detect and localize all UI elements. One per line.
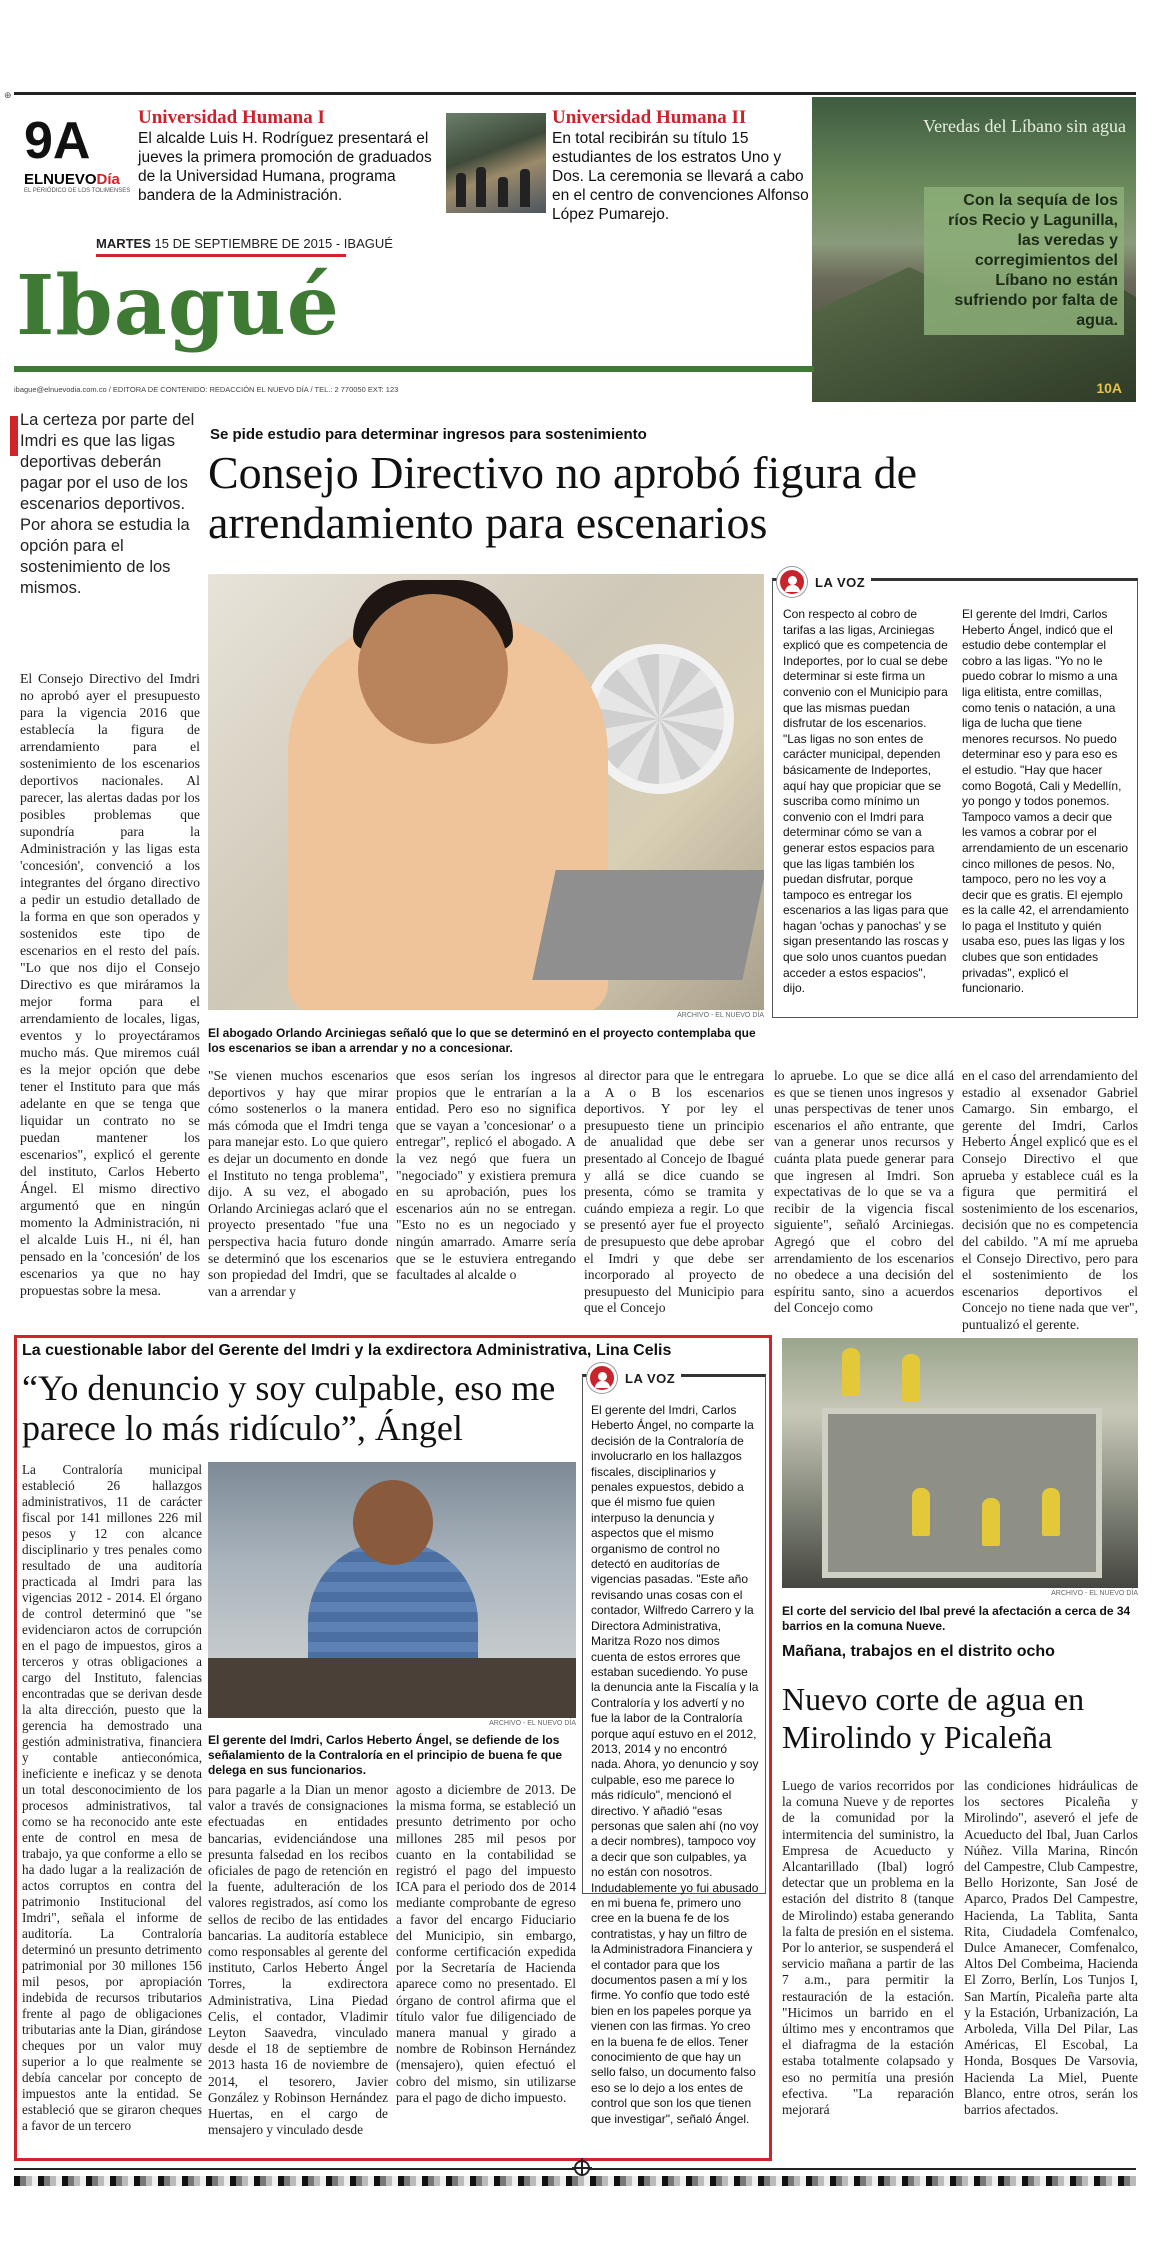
teaser-universidad-humana-2[interactable] <box>552 107 817 224</box>
editorial-credits: ibague@elnuevodia.com.co / EDITORA DE CONTENIDO: REDACCIÓN EL NUEVO DÍA / TEL.: 2 770050 EXT: 123 <box>14 385 399 394</box>
photo-orlando-arciniegas <box>208 574 764 1010</box>
article-body-column: al director para que le entregara a A o B los escenarios deportivos. Y por ley el presupuesto tiene un principio de anualidad que debe ser presentado al Concejo de Ibagué y allá se dice cuando se presenta, cómo se tramita y cuándo empieza a regir. Lo que se presentó ayer fue el proyecto de presupuesto que debe aprobar el Imdri y que debe ser incorporado al proyecto de presupuesto del Municipio para que el Concejo <box>584 1068 764 1316</box>
photo-credit: ARCHIVO - EL NUEVO DÍA <box>1051 1590 1138 1597</box>
la-voz-text: Con respecto al cobro de tarifas a las ligas, Arciniegas explicó que es competencia de Indeportes, por lo cual se debe determinar si este firma un convenio con el Municipio para que las mismas puedan disfrutar de los escenarios. "Las ligas no son entes de carácter municipal, dependen básicamente de Indeportes, aquí hay que propiciar que se suscriba como mínimo un convenio con el Imdri para determinar cómo se van a generar estos espacios para que las ligas también los puedan disfrutar, porque tampoco es entregar los escenarios a las ligas para que hagan 'ochas y panochas' y se sigan presentando las roscas y que solo unos cuantos puedan acceder a estos espacios", dijo. <box>783 607 949 996</box>
photo-credit: ARCHIVO - EL NUEVO DÍA <box>677 1012 764 1019</box>
article-body-column: las condiciones hidráulicas de los sectores Picaleña y Mirolindo", aseveró el jefe de Acueducto del Ibal, Juan Carlos Núñez. Villa Marina, Rincón del Campestre, Club Campestre, Bello Horizonte, San José de Aparco, Prados Del Campestre, Hacienda, La Tablita, Santa Rita, Ciudadela Comfenalco, Dulce Amanecer, Comfenalco, Altos Del Combeima, Hacienda El Zorro, Berlín, Los Tunjos I, San Martín, Picaleña parte alta y la Estación, Urbanización, La Arboleda, Villa Del Pilar, Las Américas, El Escobal, La Honda, Bosques De Varsovia, Hacienda La Miel, Puente Blanco, entre otros, serán los barrios afectados. <box>964 1778 1138 2118</box>
article-body-column: Luego de varios recorridos por la comuna Nueve y de reportes de la comunidad por la intermitencia del suministro, la Empresa de Acueducto y Alcantarillado (Ibal) logró detectar que un problema en la estación del distrito 8 (tanque de Mirolindo) estaba generando la falta de presión en el sistema. Por lo anterior, se suspenderá el servicio mañana a partir de las 7 a.m., para permitir la restauración de la estación. "Hicimos un barrido en el último mes y encontramos que el diafragma de la estación estaba totalmente colapsado y eso no permitía una presión efectiva. "La reparación mejorará <box>782 1778 954 2118</box>
la-voz-text: El gerente del Imdri, Carlos Heberto Ángel, indicó que el estudio debe contemplar el cobro a las ligas. "Yo no le puedo cobrar lo mismo a una liga elitista, entre comillas, como tenis o natación, a una liga de lucha que tiene menores recursos. No puedo determinar eso y para eso es el estudio. "Hay que hacer como Bogotá, Cali y Medellín, yo pongo y todos ponemos. Tampoco vamos a decir que les vamos a cobrar por el arrendamiento de un escenario cinco millones de pesos. No, tampoco, pero no les voy a decir que es gratis. El ejemplo es la calle 42, el arrendamiento lo paga el Instituto y quién usaba eso, pues las ligas y los clubes que son entidades privadas", explicó el funcionario. <box>962 607 1129 996</box>
teaser-title: Universidad Humana I <box>138 107 325 128</box>
la-voz-box <box>772 574 1138 1018</box>
article-body-column: que esos serían los ingresos propios que le entrarían a la entidad. Pero eso no significa que se vayan a 'concesionar' o a entregar", replicó el abogado. A la vez negó que fuera un "negociado" y existiera premura en su aprobación, pues los escenarios aún no se entregan. "Esto no es un negociado y ningún amarrado. Amarre sería que se le estuviera entregando facultades al alcalde o <box>396 1068 576 1283</box>
third-kicker: Mañana, trabajos en el distrito ocho <box>782 1643 1055 1660</box>
dateline: MARTES 15 DE SEPTIEMBRE DE 2015 - IBAGUÉ <box>96 236 393 251</box>
photo-caption: El abogado Orlando Arciniegas señaló que lo que se determinó en el proyecto contemplaba que los escenarios se iban a arrendar y no a concesionar. <box>208 1026 756 1055</box>
article-body-column: agosto a diciembre de 2013. De la misma forma, se estableció un presunto detrimento por ocho millones 285 mil pesos por cuanto en la contabilidad se registró el pago del impuesto ICA para el periodo dos de 2014 mediante comprobante de egreso a favor del encargo Fiduciario del Municipio, sin embargo, conforme certificación expedida por la Secretaría de Hacienda aparece como no presentado. El órgano de control afirma que el título valor fue diligenciado de manera manual y girado a nombre de Robinson Hernández (mensajero), quien efectuó el cobro del mismo, sin utilizarse para el pago de dicho impuesto. <box>396 1782 576 2105</box>
article-body-column: lo apruebe. Lo que se dice allá es que se tienen unos ingresos y unas perspectivas de tener unos escenarios el año entrante, que van a generar unos recursos y cuánta plata puede generar para que ingresen al Imdri. Son expectativas de lo que se va a recibir de la vigencia fiscal siguiente", señaló Arciniegas. Agregó que el cobro del arrendamiento de los escenarios no obedece a una decisión del espíritu santo, sino a acuerdos del Concejo como <box>774 1068 954 1316</box>
teaser-text: El alcalde Luis H. Rodríguez presentará el jueves la primera promoción de graduados de la Universidad Humana, programa bandera de la Administración. <box>138 130 432 204</box>
article-body-column: "Se vienen muchos escenarios deportivos y hay que mirar cómo sostenerlos o la manera más cómoda que el Imdri tenga para manejar esto. Lo que quiero es dejar un documento en donde el Instituto no tenga problema", dijo. A su vez, el abogado Orlando Arciniegas aclaró que el proyecto presentado "fue una perspectiva hacia futuro donde se determinó que los escenarios son propiedad del Imdri, que se van a arrendar y <box>208 1068 388 1299</box>
page-number: 9A <box>24 112 91 170</box>
photo-carlos-heberto-angel <box>208 1462 576 1718</box>
la-voz-label: LA VOZ <box>815 574 866 590</box>
speaker-icon <box>587 1363 617 1393</box>
promo-text: Con la sequía de los ríos Recio y Lagunilla, las veredas y corregimientos del Líbano no están sufriendo por falta de agua. <box>924 187 1124 335</box>
photo-water-station <box>782 1338 1138 1588</box>
registration-crosshair-icon <box>574 2160 590 2176</box>
main-kicker: Se pide estudio para determinar ingresos para sostenimiento <box>210 426 647 443</box>
page-number-block <box>24 112 134 194</box>
speaker-icon <box>777 567 807 597</box>
article-body-column: La Contraloría municipal estableció 26 hallazgos administrativos, 11 de carácter fiscal por 141 millones 226 mil pesos y 12 con alcance disciplinario y tres penales como resultado de una auditoría practicada al Imdri para las vigencias 2012 - 2014. El órgano de control determinó que "se evidenciaron actos de corrupción en el pago de impuestos, giros a terceros y otras obligaciones a cargo del Instituto, falencias encontradas que se derivan desde la alta dirección, puesto que la gerencia ha demostrado una gestión administrativa, financiera y contable antieconómica, ineficiente e ineficaz y se denota un total desconocimiento de los procesos administrativos, tal como se ha reconocido ante este ente de control en mesa de trabajo, ya que conforme a ello se ha dado lugar a la realización de actos corruptos en contra del patrimonio Institucional del Imdri", señala el informe de auditoría. La Contraloría determinó un presunto detrimento patrimonial por 30 millones 156 mil pesos, por apropiación indebida de recursos tributarios frente al pago de obligaciones tributarias ante la Dian, girándose cheques por un valor muy superior a lo que realmente se debía cancelar por concepto de impuestos ante la entidad. Se estableció que se giraron cheques a favor de un tercero <box>22 1462 202 2133</box>
photo-caption: El corte del servicio del Ibal prevé la afectación a cerca de 34 barrios en la comuna Nueve. <box>782 1604 1131 1633</box>
brand-slogan: EL PERIÓDICO DE LOS TOLIMENSES <box>24 188 131 194</box>
registration-marks: ⊕ <box>4 90 12 100</box>
teaser-title: Universidad Humana II <box>552 107 747 128</box>
print-color-bar <box>14 2176 1136 2186</box>
promo-title: Veredas del Líbano sin agua <box>923 116 1126 136</box>
brand-logo: ELNUEVODía <box>24 171 120 188</box>
article-body-column: para pagarle a la Dian un menor valor a través de consignaciones efectuadas en entidades bancarias, evidenciándose una presunta falsedad en los recibos oficiales de pago de retención en la fuente, adulteración de los valores registrados, así como los sellos de recibo de las entidades bancarias. La auditoría establece como responsables al gerente del instituto, Carlos Heberto Ángel Torres, la exdirectora Administrativa, Lina Piedad Celis, el contador, Vladimir Leyton Saavedra, vinculado desde el 18 de septiembre de 2013 hasta 16 de noviembre de 2014, el tesorero, Javier González y Robinson Hernández Huertas, en el cargo de mensajero y vinculado desde <box>208 1782 388 2138</box>
article-body-column: El Consejo Directivo del Imdri no aprobó ayer el presupuesto para la vigencia 2016 que establecía la figura de arrendamiento para el sostenimiento de los escenarios deportivos nacionales. Al parecer, las alertas dadas por los posibles problemas que supondría para la Administración y las ligas esta 'concesión', convenció a los integrantes del órgano directivo a pedir un estudio detallado de la forma en que son operados y sostenidos este tipo de escenarios en el resto del país. "Lo que nos dijo el Consejo Directivo es que miráramos la mejor forma para el arrendamiento de locales, ligas, eventos y lo proyectáramos mucho más. Que miremos cuál es la mejor opción que debe tener el Instituto para que más adelante en que se tenga que liquidar un contrato no se puedan mantener los escenarios", explicó el gerente del instituto, Carlos Heberto Ángel. El mismo directivo argumentó que en ningún momento la Administración, ni el alcalde Luis H., ni él, han pensado en la 'concesión' de los escenarios ya que no hay propuestas sobre la mesa. <box>20 671 200 1298</box>
dateline-rule <box>96 254 346 257</box>
teaser-photo <box>446 113 546 213</box>
la-voz-label: LA VOZ <box>625 1370 676 1386</box>
la-voz-text: El gerente del Imdri, Carlos Heberto Ángel, no comparte la decisión de la Contraloría de involucrarlo en los hallazgos fiscales, disciplinarios y penales expuestos, debido a que él mismo fue quien interpuso la denuncia y aspectos que el mismo organismo de control no detectó en auditorías de vigencias pasadas. "Este año revisando unas cosas con el contador, Wilfredo Carrero y la Directora Administrativa, Maritza Rozo nos dimos cuenta de estos errores que estaban sucediendo. Yo puse la denuncia ante la Fiscalía y la Contraloría y los advertí y no fue la labor de la Contraloría porque aquí estuvo en el 2012, 2013, 2014 y no encontró nada. Ahora, yo denuncio y soy culpable, eso me parece lo más ridículo", mencionó el directivo. Y añadió "esas personas que salen ahí (no voy a decir nombres), tampoco voy a decir que son culpables, ya no están con nosotros. Indudablemente yo fui abusado en mi buena fe, primero uno cree en la buena fe de los contratistas, y hay un filtro de la Administradora Financiera y el contador para que los documentos pasen a mí y los firme. Yo confío que todo esté bien en los papeles porque ya vienen con las firmas. Yo creo en la buena fe de ellos. Tener conocimiento de que hay un sello falso, un documento falso eso se lo dejo a los entes de control que son los que tienen que investigar", señaló Ángel. <box>591 1403 759 2126</box>
main-headline[interactable]: Consejo Directivo no aprobó figura de arrendamiento para escenarios <box>208 447 917 548</box>
lead-marker <box>10 416 18 456</box>
promo-page-ref: 10A <box>1096 380 1122 396</box>
section-title: Ibagué <box>16 258 340 354</box>
la-voz-box <box>582 1370 766 2126</box>
teaser-text: En total recibirán su título 15 estudiantes de los estratos Uno y Dos. La ceremonia se llevará a cabo en el centro de convenciones Alfonso López Pumarejo. <box>552 130 809 223</box>
photo-credit: ARCHIVO - EL NUEVO DÍA <box>489 1720 576 1727</box>
teaser-universidad-humana-1[interactable] <box>138 107 443 205</box>
la-voz-header <box>777 567 871 597</box>
second-headline[interactable]: “Yo denuncio y soy culpable, eso me parece lo más ridículo”, Ángel <box>22 1368 556 1448</box>
section-rule <box>14 366 814 372</box>
photo-caption: El gerente del Imdri, Carlos Heberto Ángel, se defiende de los señalamiento de la Contraloría en el principio de buena fe que delega en sus funcionarios. <box>208 1733 563 1777</box>
second-kicker: La cuestionable labor del Gerente del Imdri y la exdirectora Administrativa, Lina Celis <box>22 1342 672 1359</box>
la-voz-header <box>587 1363 681 1393</box>
promo-veredas-libano[interactable] <box>812 97 1136 402</box>
third-headline[interactable]: Nuevo corte de agua en Mirolindo y Picaleña <box>782 1681 1085 1755</box>
lead-summary: La certeza por parte del Imdri es que las ligas deportivas deberán pagar por el uso de los escenarios deportivos. Por ahora se estudia la opción para el sostenimiento de los mismos. <box>20 410 198 599</box>
article-body-column: en el caso del arrendamiento del estadio al exsenador Gabriel Camargo. Sin embargo, el gerente del Imdri, Carlos Heberto Ángel explicó que es el Consejo Directivo el que aprueba y establece cuál es la figura que permitirá el sostenimiento de los escenarios, decisión que no es competencia del cabildo. "A mí me aprueba el Consejo Directivo, pero para el sostenimiento de los escenarios deportivos el Concejo no tiene nada que ver", puntualizó el gerente. <box>962 1068 1138 1332</box>
